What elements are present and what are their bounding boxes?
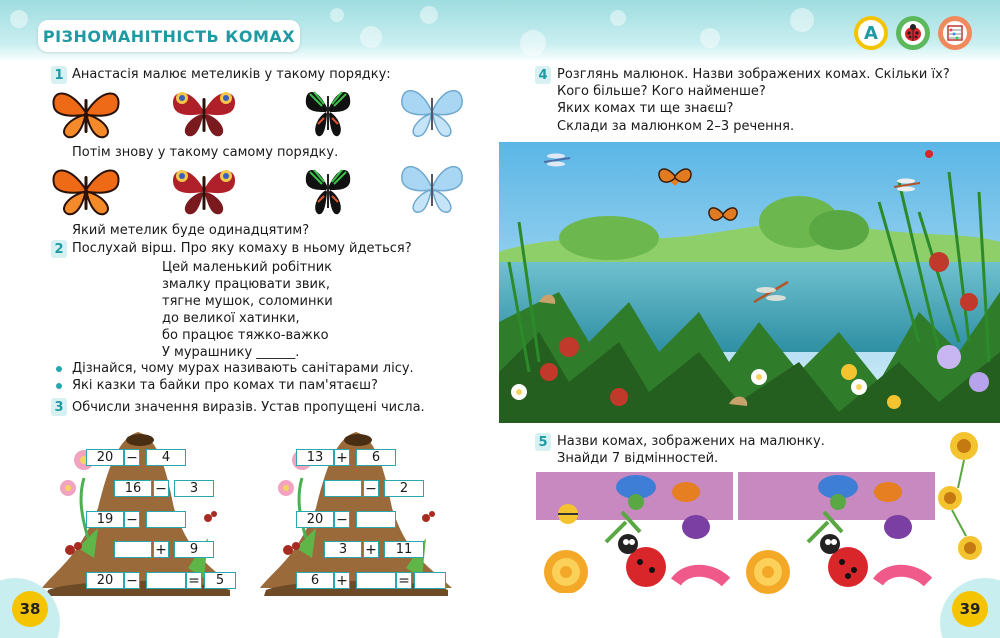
number-cell: 3 — [324, 541, 362, 558]
letter-a-label: A — [858, 20, 884, 46]
operator-sign: − — [363, 480, 379, 497]
poem-line: змалку працювати звик, — [162, 277, 330, 292]
number-cell: 20 — [86, 572, 124, 589]
decor-bubble — [360, 26, 382, 48]
number-cell: 4 — [146, 449, 186, 466]
decor-bubble — [420, 6, 438, 24]
task-number: 5 — [535, 433, 551, 451]
equals-sign: = — [186, 572, 202, 589]
green-swallowtail-butterfly-image — [302, 162, 354, 220]
task4-line: Яких комах ти ще знаєш? — [557, 101, 734, 116]
bullet-dot — [56, 366, 62, 372]
green-swallowtail-butterfly-image — [302, 84, 354, 142]
answer-input[interactable] — [146, 572, 186, 589]
page-title: РІЗНОМАНІТНІСТЬ КОМАХ — [38, 20, 300, 52]
blue-butterfly-image — [398, 84, 466, 144]
task-number: 3 — [51, 398, 67, 416]
operator-sign: − — [334, 511, 350, 528]
decor-bubble — [330, 8, 344, 22]
anthill-illustration-2 — [256, 418, 456, 598]
poem-line: Цей маленький робітник — [162, 260, 333, 275]
abacus-icon[interactable] — [938, 16, 972, 50]
bullet-text: Які казки та байки про комах ти пам'ятаєш? — [72, 378, 378, 393]
bullet-text: Дізнайся, чому мурах називають санітарами лісу. — [72, 361, 414, 376]
operator-sign: + — [363, 541, 379, 558]
poem-line: тягне мушок, соломинки — [162, 294, 333, 309]
task4-line: Розглянь малюнок. Назви зображених комах. Скільки їх? — [557, 67, 950, 82]
answer-input[interactable] — [356, 572, 396, 589]
number-cell: 16 — [114, 480, 152, 497]
task2-text: Послухай вірш. Про яку комаху в ньому йдеться? — [72, 241, 412, 256]
answer-input[interactable] — [146, 511, 186, 528]
operator-sign: + — [334, 449, 350, 466]
operator-sign: − — [124, 511, 140, 528]
decor-bubble — [520, 30, 546, 56]
task4-line: Склади за малюнком 2–3 речення. — [557, 119, 795, 134]
task-number: 1 — [51, 66, 67, 84]
answer-input[interactable] — [356, 511, 396, 528]
operator-sign: + — [334, 572, 350, 589]
number-cell: 19 — [86, 511, 124, 528]
decor-bubble — [790, 8, 814, 32]
flowers-decor-icon — [934, 428, 994, 598]
spot-difference-picture-right[interactable] — [738, 472, 935, 597]
number-cell: 2 — [384, 480, 424, 497]
orange-butterfly-image — [50, 162, 122, 222]
decor-bubble — [610, 10, 626, 26]
peacock-butterfly-image — [168, 84, 240, 144]
blue-butterfly-image — [398, 160, 466, 220]
number-cell: 11 — [384, 541, 424, 558]
task-number: 2 — [51, 240, 67, 258]
equals-sign: = — [396, 572, 412, 589]
operator-sign: − — [153, 480, 169, 497]
lake-meadow-illustration — [499, 142, 1000, 423]
number-cell: 20 — [86, 449, 124, 466]
ladybug-icon[interactable] — [896, 16, 930, 50]
number-cell: 13 — [296, 449, 334, 466]
task5-line: Назви комах, зображених на малюнку. — [557, 434, 825, 449]
poem-line: бо працює тяжко-важко — [162, 328, 329, 343]
operator-sign: − — [124, 449, 140, 466]
operator-sign: + — [153, 541, 169, 558]
decor-bubble — [10, 10, 28, 28]
task4-line: Кого більше? Кого найменше? — [557, 84, 766, 99]
number-cell: 6 — [296, 572, 334, 589]
letter-a-icon[interactable] — [854, 16, 888, 50]
number-cell: 6 — [356, 449, 396, 466]
number-cell: 5 — [204, 572, 236, 589]
answer-input[interactable] — [324, 480, 362, 497]
poem-line: У мурашнику ______. — [162, 345, 300, 360]
bullet-dot — [56, 383, 62, 389]
page-number-left: 38 — [12, 591, 48, 627]
anthill-illustration-1 — [38, 418, 238, 598]
task1-text2: Потім знову у такому самому порядку. — [72, 145, 339, 160]
number-cell: 3 — [174, 480, 214, 497]
task5-line: Знайди 7 відмінностей. — [557, 451, 719, 466]
task1-question: Який метелик буде одинадцятим? — [72, 223, 310, 238]
answer-input[interactable] — [114, 541, 152, 558]
spot-difference-picture-left[interactable] — [536, 472, 733, 597]
decor-bubble — [700, 28, 720, 48]
operator-sign: − — [124, 572, 140, 589]
task3-text: Обчисли значення виразів. Устав пропущені числа. — [72, 400, 425, 415]
page-number-right: 39 — [952, 591, 988, 627]
peacock-butterfly-image — [168, 162, 240, 222]
poem-line: до великої хатинки, — [162, 311, 300, 326]
number-cell: 9 — [174, 541, 214, 558]
task1-text: Анастасія малює метеликів у такому порядку: — [72, 67, 391, 82]
task-number: 4 — [535, 66, 551, 84]
number-cell: 20 — [296, 511, 334, 528]
answer-input[interactable] — [414, 572, 446, 589]
orange-butterfly-image — [50, 85, 122, 145]
